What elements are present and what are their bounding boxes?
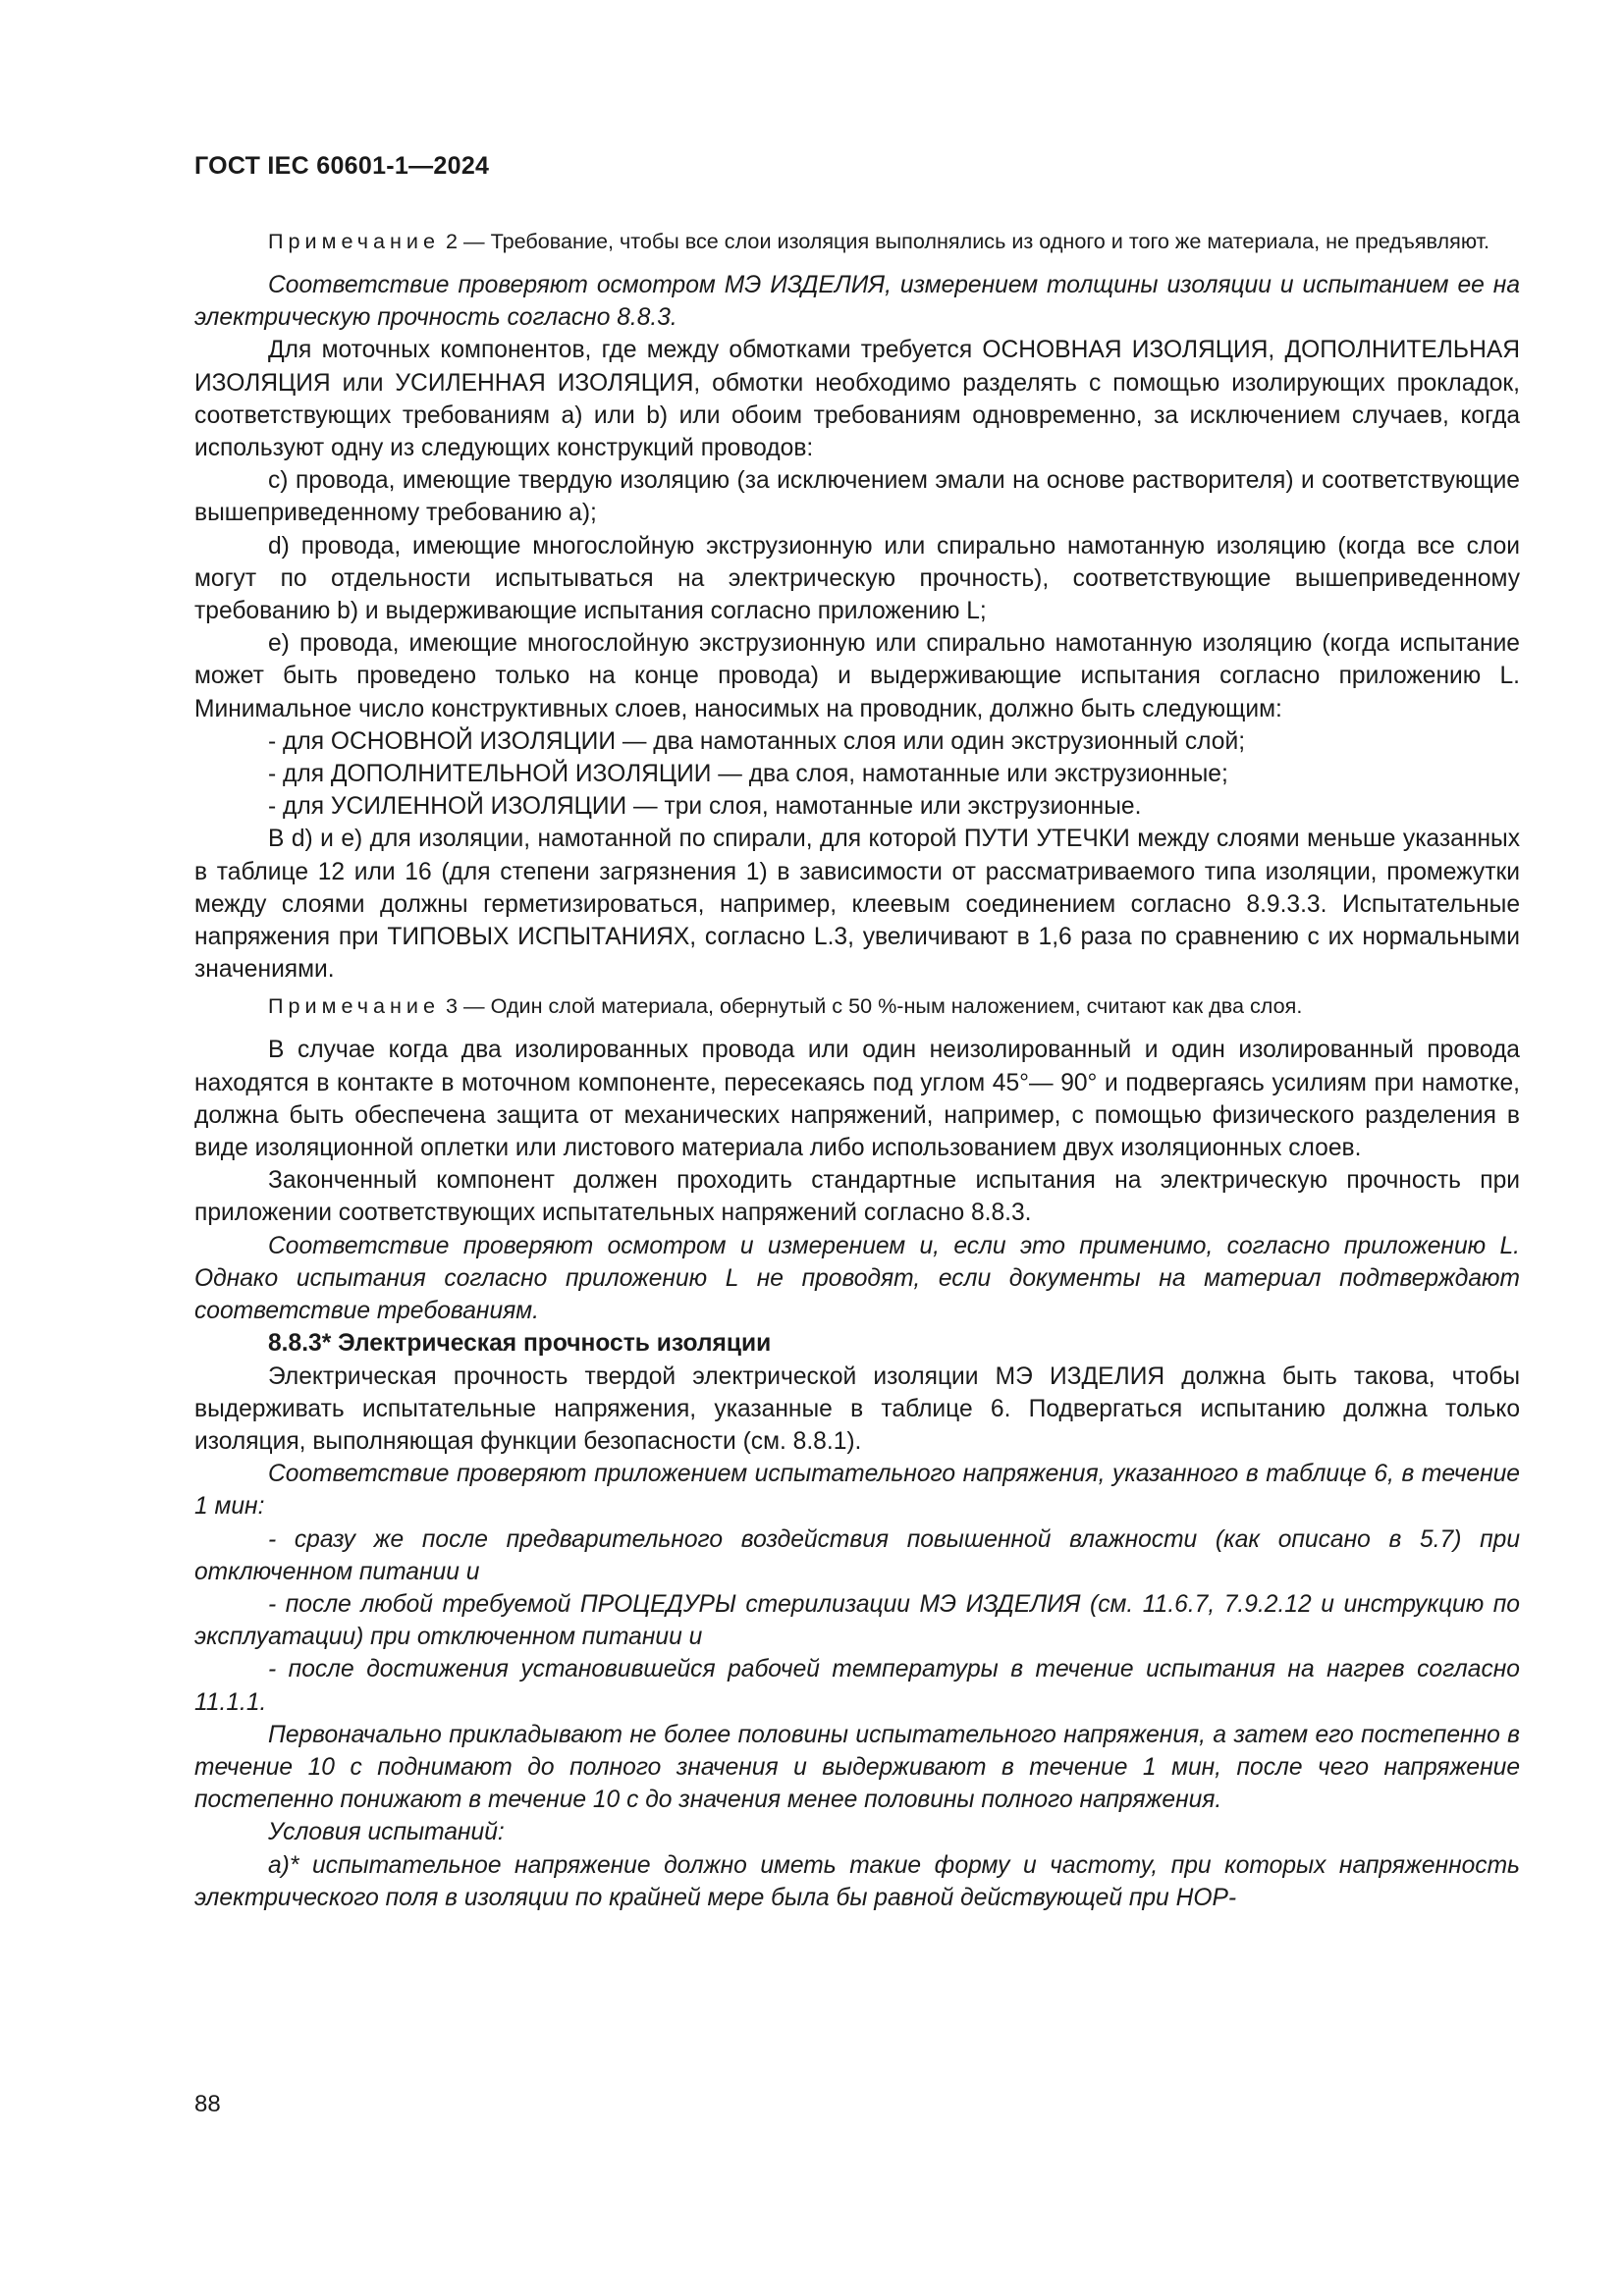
note-text: 3 — Один слой материала, обернутый с 50 %-ным наложением, считают как два слоя. bbox=[440, 993, 1303, 1019]
page-body bbox=[194, 227, 1520, 1914]
body-paragraph: В d) и e) для изоляции, намотанной по спирали, для которой ПУТИ УТЕЧКИ между слоями меньше указанных в таблице 12 или 16 (для степени загрязнения 1) в зависимости от рассматриваемого типа изоляции, промежутки между слоями должны герметизироваться, например, клеевым соединением согласно 8.9.3.3. Испытательные напряжения при ТИПОВЫХ ИСПЫТАНИЯХ, согласно L.3, увеличивают в 1,6 раза по сравнению с их нормальными значениями. bbox=[194, 826, 1520, 984]
dash-item: - сразу же после предварительного воздействия повышенной влажности (как описано в 5.7) при отключенном питании и bbox=[194, 1525, 1520, 1585]
dash-item: - для ОСНОВНОЙ ИЗОЛЯЦИИ — два намотанных слоя или один экструзионный слой; bbox=[268, 727, 1246, 755]
section-heading: 8.8.3* Электрическая прочность изоляции bbox=[268, 1330, 772, 1358]
dash-item: - после любой требуемой ПРОЦЕДУРЫ стерилизации МЭ ИЗДЕЛИЯ (см. 11.6.7, 7.9.2.12 и инструкцию по эксплуатации) при отключенном питании и bbox=[194, 1590, 1520, 1651]
dash-item: - после достижения установившейся рабочей температуры в течение испытания на нагрев согласно 11.1.1. bbox=[194, 1656, 1520, 1716]
note-2 bbox=[194, 227, 1520, 255]
list-item-e: e) провода, имеющие многослойную экструзионную или спирально намотанную изоляцию (когда испытание может быть проведено только на конце провода) и выдерживающие испытания согласно приложению L. Минимальное число конструктивных слоев, наносимых на проводник, должно быть следующим: bbox=[194, 630, 1520, 722]
dash-item: - для УСИЛЕННОЙ ИЗОЛЯЦИИ — три слоя, намотанные или экструзионные. bbox=[268, 793, 1142, 821]
body-paragraph: Для моточных компонентов, где между обмотками требуется ОСНОВНАЯ ИЗОЛЯЦИЯ, ДОПОЛНИТЕЛЬНАЯ ИЗОЛЯЦИЯ или УСИЛЕННАЯ ИЗОЛЯЦИЯ, обмотки необходимо разделять с помощью изолирующих прокладок, соответствующих требованиям a) или b) или обоим требованиям одновременно, за исключением случаев, когда используют одну из следующих конструкций проводов: bbox=[194, 337, 1520, 462]
list-item-a: a)* испытательное напряжение должно иметь такие форму и частоту, при которых напряженность электрического поля в изоляции по крайней мере была бы равной действующей при НОР- bbox=[194, 1851, 1520, 1911]
note-3 bbox=[194, 991, 1520, 1020]
compliance-paragraph: Соответствие проверяют осмотром МЭ ИЗДЕЛИЯ, измерением толщины изоляции и испытанием ее на электрическую прочность согласно 8.8.3. bbox=[194, 272, 1520, 332]
body-paragraph: В случае когда два изолированных провода или один неизолированный и один изолированный провода находятся в контакте в моточном компоненте, пересекаясь под углом 45°— 90° и подвергаясь усилиям при намотке, должна быть обеспечена защита от механических напряжений, например, с помощью физического разделения в виде изоляционной оплетки или листового материала либо использованием двух изоляционных слоев. bbox=[194, 1037, 1520, 1162]
list-item-d: d) провода, имеющие многослойную экструзионную или спирально намотанную изоляцию (когда все слои могут по отдельности испытываться на электрическую прочность), соответствующие вышеприведенному требованию b) и выдерживающие испытания согласно приложению L; bbox=[194, 532, 1520, 625]
compliance-paragraph: Первоначально прикладывают не более половины испытательного напряжения, а затем его постепенно в течение 10 с поднимают до полного значения и выдерживают в течение 1 мин, после чего напряжение постепенно понижают в течение 10 с до значения менее половины полного напряжения. bbox=[194, 1721, 1520, 1814]
list-item-c: c) провода, имеющие твердую изоляцию (за исключением эмали на основе растворителя) и соответствующие вышеприведенному требованию a); bbox=[194, 467, 1520, 527]
note-label: Примечание bbox=[268, 229, 440, 253]
compliance-paragraph: Соответствие проверяют приложением испытательного напряжения, указанного в таблице 6, в течение 1 мин: bbox=[194, 1461, 1520, 1521]
note-label: Примечание bbox=[268, 993, 440, 1019]
note-text: 2 — Требование, чтобы все слои изоляция выполнялись из одного и того же материала, не предъявляют. bbox=[440, 229, 1490, 253]
page-number: 88 bbox=[194, 2091, 221, 2117]
compliance-paragraph: Соответствие проверяют осмотром и измерением и, если это применимо, согласно приложению L. Однако испытания согласно приложению L не проводят, если документы на материал подтверждают соответствие требованиям. bbox=[194, 1232, 1520, 1325]
body-paragraph: Законченный компонент должен проходить стандартные испытания на электрическую прочность при приложении соответствующих испытательных напряжений согласно 8.8.3. bbox=[194, 1167, 1520, 1227]
dash-item: - для ДОПОЛНИТЕЛЬНОЙ ИЗОЛЯЦИИ — два слоя, намотанные или экструзионные; bbox=[268, 761, 1228, 788]
subheading-conditions: Условия испытаний: bbox=[268, 1819, 505, 1846]
document-header: ГОСТ IEC 60601-1—2024 bbox=[194, 152, 490, 180]
body-paragraph: Электрическая прочность твердой электрической изоляции МЭ ИЗДЕЛИЯ должна быть такова, чтобы выдерживать испытательные напряжения, указанные в таблице 6. Подвергаться испытанию должна только изоляция, выполняющая функции безопасности (см. 8.8.1). bbox=[194, 1362, 1520, 1455]
